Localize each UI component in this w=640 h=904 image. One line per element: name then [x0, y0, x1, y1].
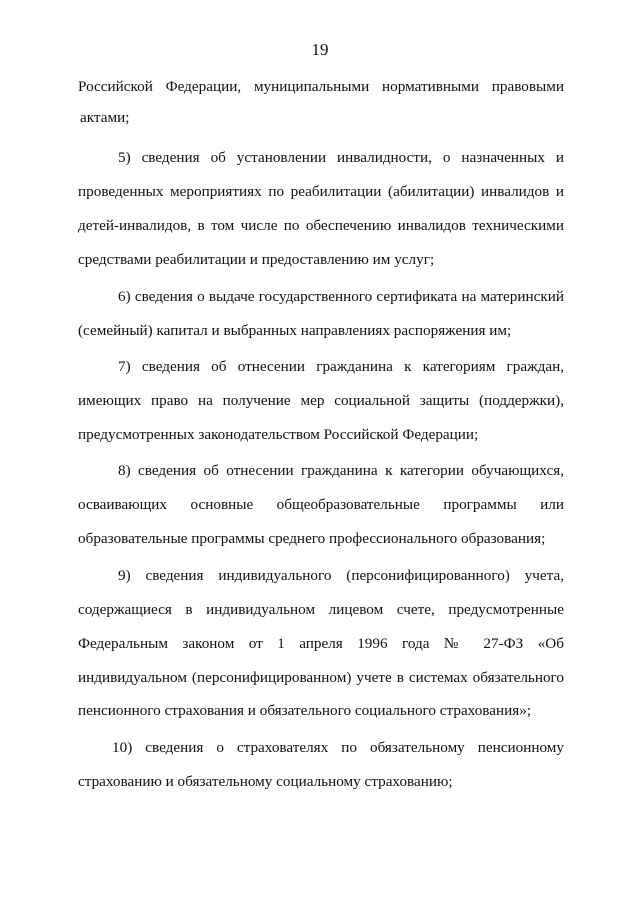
text-line: индивидуальном (персонифицированном) учете в системах обязательного: [78, 669, 564, 686]
page-number: 19: [311, 40, 329, 59]
text-line: осваивающих основные общеобразовательные программы или: [78, 496, 564, 513]
text-line: 10) сведения о страхователях по обязательному пенсионному: [112, 739, 564, 756]
text-line: 8) сведения об отнесении гражданина к категории обучающихся,: [118, 462, 564, 479]
text-line: проведенных мероприятиях по реабилитации (абилитации) инвалидов и: [78, 183, 564, 200]
text-line: предусмотренных законодательством Российской Федерации;: [78, 426, 479, 443]
text-line: 6) сведения о выдаче государственного сертификата на материнский: [118, 288, 564, 305]
text-line: 9) сведения индивидуального (персонифицированного) учета,: [118, 567, 564, 584]
text-line: 5) сведения об установлении инвалидности, о назначенных и: [118, 149, 564, 166]
text-line: пенсионного страхования и обязательного социального страхования»;: [78, 702, 532, 719]
text-line: актами;: [80, 109, 130, 126]
text-line: Российской Федерации, муниципальными нормативными правовыми: [78, 78, 564, 95]
text-line: средствами реабилитации и предоставлению им услуг;: [78, 251, 435, 268]
text-line: (семейный) капитал и выбранных направлениях распоряжения им;: [78, 322, 512, 339]
text-line: детей-инвалидов, в том числе по обеспечению инвалидов техническими: [78, 217, 564, 234]
text-line: содержащиеся в индивидуальном лицевом счете, предусмотренные: [78, 601, 564, 618]
text-line: страхованию и обязательному социальному страхованию;: [78, 773, 453, 790]
text-line: образовательные программы среднего профессионального образования;: [78, 530, 546, 547]
text-line: 7) сведения об отнесении гражданина к категориям граждан,: [118, 358, 564, 375]
text-line: Федеральным законом от 1 апреля 1996 года № 27-ФЗ «Об: [78, 635, 564, 652]
text-line: имеющих право на получение мер социальной защиты (поддержки),: [78, 392, 564, 409]
